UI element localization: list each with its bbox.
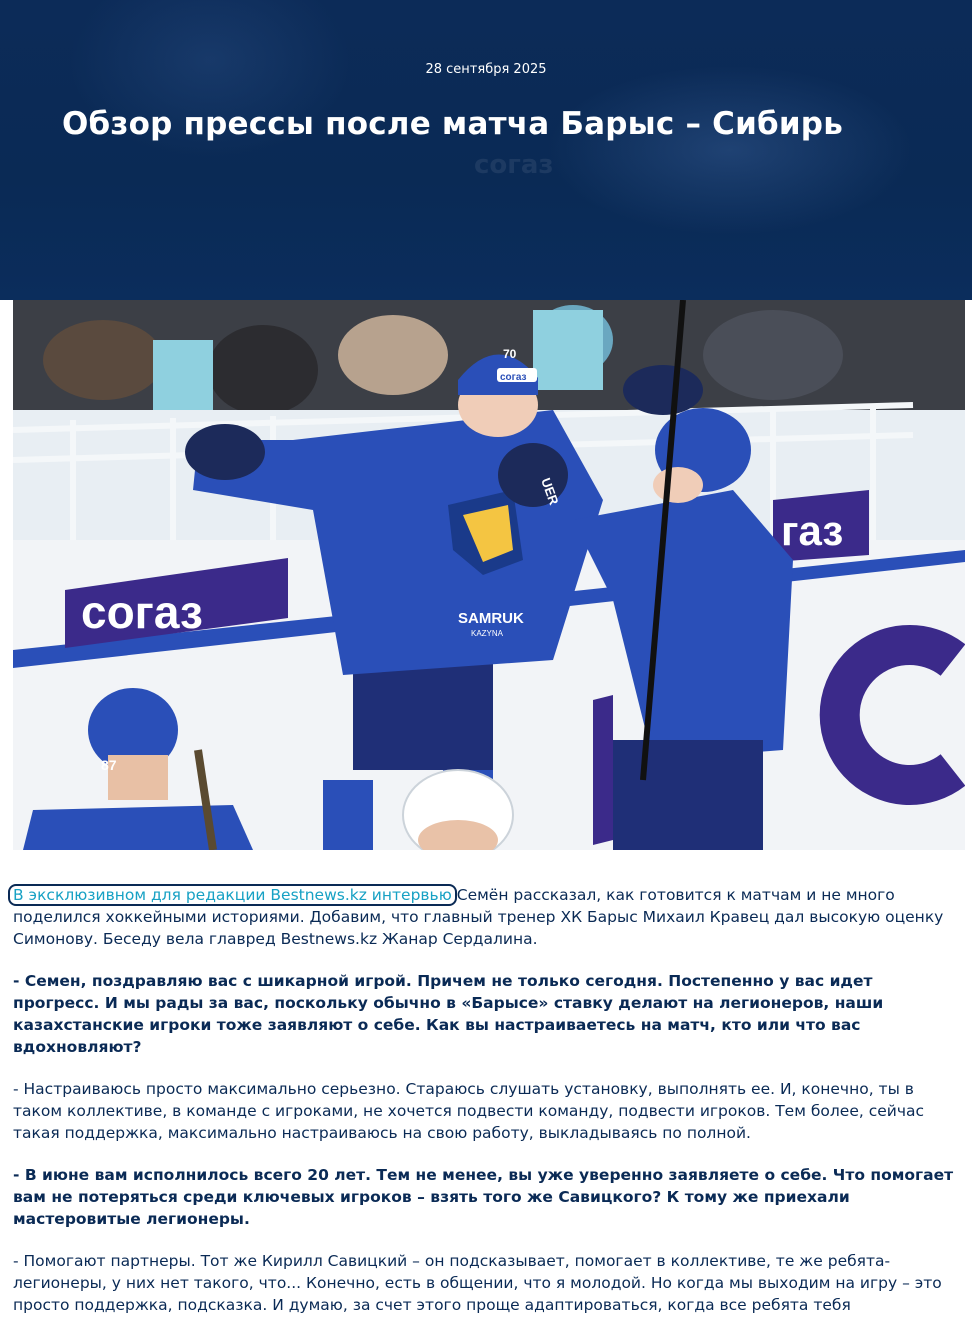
svg-text:согаз: согаз xyxy=(500,372,527,383)
question-2: - В июне вам исполнилось всего 20 лет. Тем не менее, вы уже уверенно заявляете о себе. Что помогает вам не потеряться среди ключевых игроков – взять того же Савицкого? К тому же приехали мастеровитые легионеры. xyxy=(13,1166,954,1228)
answer-2: - Помогают партнеры. Тот же Кирилл Савицкий – он подсказывает, помогает в коллективе, те же ребята-легионеры, у них нет такого, что... Конечно, есть в общении, что я молодой. Но когда мы выходим на игру – это просто поддержка, подсказка. И думаю, за счет этого проще адаптироваться, когда все ребята тебя xyxy=(13,1252,942,1314)
publish-date: 28 сентября 2025 xyxy=(425,62,547,77)
svg-text:87: 87 xyxy=(101,757,117,773)
svg-text:газ: газ xyxy=(781,507,844,554)
bestnews-interview-link[interactable]: В эксклюзивном для редакции Bestnews.kz интервью xyxy=(8,884,457,906)
svg-text:70: 70 xyxy=(503,347,517,361)
intro-paragraph xyxy=(13,884,963,950)
svg-text:KAZYNA: KAZYNA xyxy=(471,629,504,638)
question-1: - Семен, поздравляю вас с шикарной игрой. Причем не только сегодня. Постепенно у вас идет прогресс. И мы рады за вас, поскольку обычно в «Барысе» ставку делают на легионеров, наши казахстанские игроки тоже заявляют о себе. Как вы настраиваетесь на матч, кто или что вас вдохновляют? xyxy=(13,972,884,1056)
sponsor-board-right xyxy=(773,490,869,562)
article-header xyxy=(0,0,972,300)
article-photo xyxy=(13,300,965,850)
background-watermark: согаз xyxy=(474,150,554,180)
hockey-celebration-image xyxy=(13,300,965,850)
svg-text:UER: UER xyxy=(538,475,562,507)
opponent-player xyxy=(403,770,513,850)
svg-text:SAMRUK: SAMRUK xyxy=(458,610,524,627)
article-body xyxy=(13,884,963,1336)
intro-text: Семён рассказал, как готовится к матчам и не много поделился хоккейными историями. Добавим, что главный тренер ХК Барыс Михаил Кравец дал высокую оценку Симонову. Беседу вела главред Bestnews.kz Жанар Сердалина. xyxy=(13,886,944,948)
answer-1: - Настраиваюсь просто максимально серьезно. Стараюсь слушать установку, выполнять ее. И, конечно, ты в таком коллективе, в команде с игроками, не хочется подвести команду, подвести игроков. Тем более, сейчас такая поддержка, максимально настраиваюсь на свою работу, выкладываясь по полной. xyxy=(13,1080,925,1142)
svg-text:согаз: согаз xyxy=(81,586,203,638)
page-title: Обзор прессы после матча Барыс – Сибирь xyxy=(62,106,843,142)
